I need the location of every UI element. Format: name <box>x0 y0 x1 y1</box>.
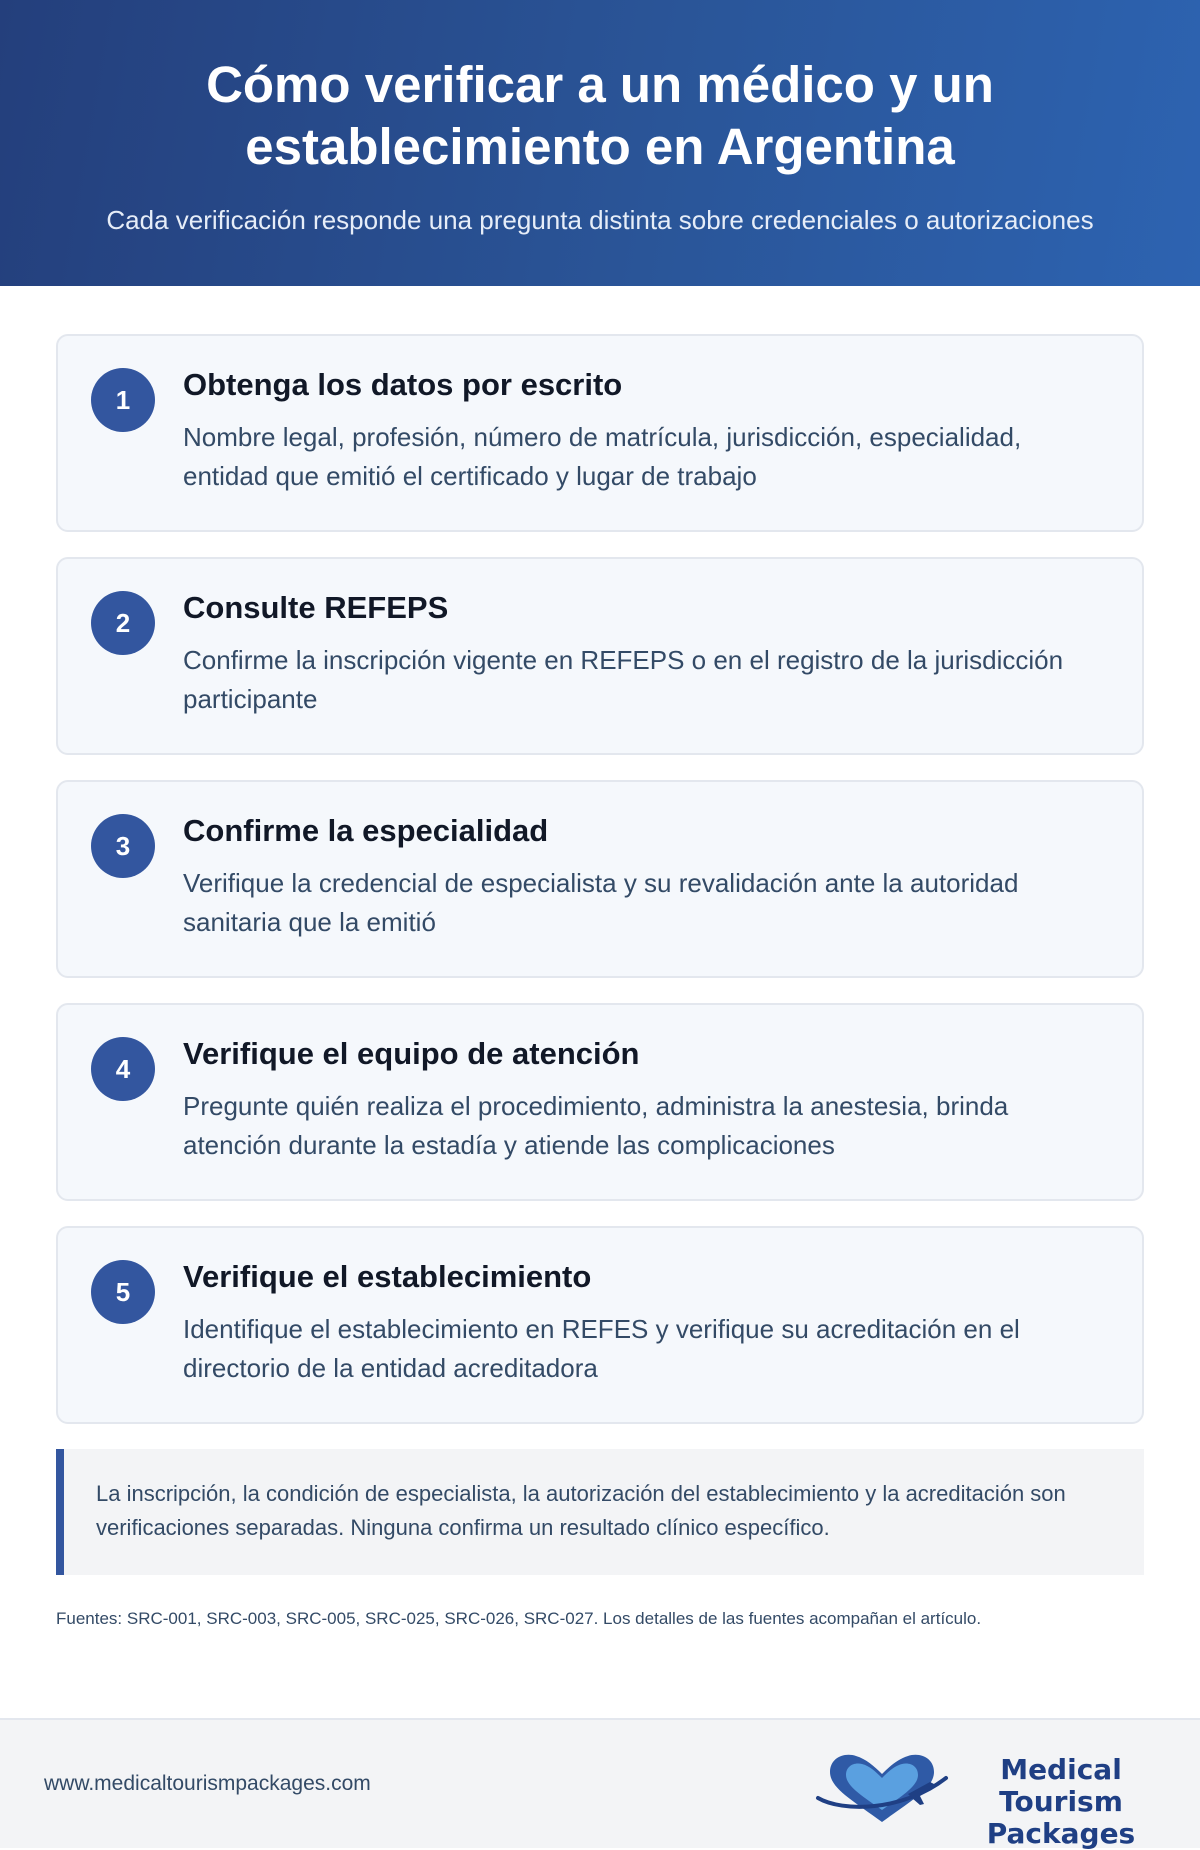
step-card-1 <box>56 334 1144 532</box>
footer-url-link[interactable]: www.medicaltourismpackages.com <box>44 1772 371 1795</box>
header-banner <box>0 0 1200 286</box>
callout-note: La inscripción, la condición de especialista, la autorización del establecimiento y la acreditación son verificaciones separadas. Ninguna confirma un resultado clínico específico. <box>56 1449 1144 1575</box>
step-description: Pregunte quién realiza el procedimiento, administra la anestesia, brinda atención durante la estadía y atiende las complicaciones <box>183 1091 1009 1160</box>
step-description: Verifique la credencial de especialista y su revalidación ante la autoridad sanitaria que la emitió <box>183 868 1019 937</box>
step-title: Verifique el establecimiento <box>183 1259 592 1294</box>
brand-name <box>950 1754 1172 1850</box>
step-description: Nombre legal, profesión, número de matrícula, jurisdicción, especialidad, entidad que emitió el certificado y lugar de trabajo <box>183 422 1022 491</box>
step-title: Confirme la especialidad <box>183 813 549 848</box>
step-number-badge: 2 <box>91 591 155 655</box>
step-number-badge: 5 <box>91 1260 155 1324</box>
heart-plane-icon <box>812 1750 952 1826</box>
step-number-badge: 3 <box>91 814 155 878</box>
footer <box>0 1718 1200 1848</box>
step-description: Confirme la inscripción vigente en REFEPS o en el registro de la jurisdicción participante <box>183 645 1064 714</box>
brand-line-1: Medical Tourism <box>999 1753 1123 1818</box>
step-card-4 <box>56 1003 1144 1201</box>
step-title: Obtenga los datos por escrito <box>183 367 623 402</box>
step-card-5 <box>56 1226 1144 1424</box>
page-title: Cómo verificar a un médico y un establecimiento en Argentina <box>206 56 994 175</box>
steps-list <box>0 286 1200 1424</box>
brand-logo[interactable] <box>812 1750 1172 1850</box>
step-description: Identifique el establecimiento en REFES y verifique su acreditación en el directorio de la entidad acreditadora <box>183 1314 1020 1383</box>
sources-text: Fuentes: SRC-001, SRC-003, SRC-005, SRC-025, SRC-026, SRC-027. Los detalles de las fuentes acompañan el artículo. <box>56 1609 982 1628</box>
step-card-2 <box>56 557 1144 755</box>
step-number-badge: 4 <box>91 1037 155 1101</box>
brand-line-2: Packages <box>986 1817 1136 1850</box>
step-number-badge: 1 <box>91 368 155 432</box>
step-title: Verifique el equipo de atención <box>183 1036 640 1071</box>
step-title: Consulte REFEPS <box>183 590 449 625</box>
step-card-3 <box>56 780 1144 978</box>
page-subtitle: Cada verificación responde una pregunta distinta sobre credenciales o autorizaciones <box>106 205 1094 235</box>
